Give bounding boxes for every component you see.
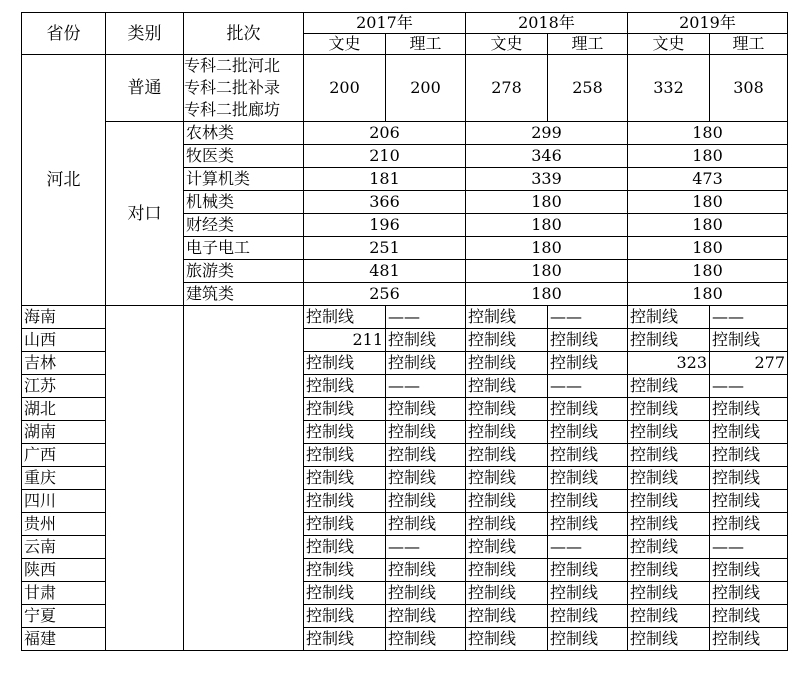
province-score: ——: [386, 375, 466, 398]
province-score: 控制线: [386, 329, 466, 352]
province-score: 控制线: [548, 605, 628, 628]
province-score: 控制线: [466, 467, 548, 490]
vocational-score-y2019: 473: [628, 168, 788, 191]
province-score: 277: [710, 352, 788, 375]
province-score: 控制线: [628, 467, 710, 490]
province-name: 重庆: [22, 467, 106, 490]
vocational-score-y2019: 180: [628, 145, 788, 168]
vocational-score-y2017: 210: [304, 145, 466, 168]
general-score: 200: [386, 55, 466, 122]
province-score: 控制线: [304, 398, 386, 421]
vocational-score-y2019: 180: [628, 260, 788, 283]
province-score: 323: [628, 352, 710, 375]
province-score: 控制线: [386, 352, 466, 375]
province-score: 控制线: [628, 536, 710, 559]
province-category-empty: [106, 306, 184, 651]
vocational-score-y2019: 180: [628, 191, 788, 214]
vocational-batch: 建筑类: [184, 283, 304, 306]
vocational-batch: 财经类: [184, 214, 304, 237]
province-hebei: 河北: [22, 55, 106, 306]
province-score: ——: [710, 536, 788, 559]
province-name: 甘肃: [22, 582, 106, 605]
score-table: [21, 12, 788, 651]
province-score: 控制线: [548, 329, 628, 352]
province-score: 控制线: [710, 490, 788, 513]
province-score: 控制线: [466, 306, 548, 329]
province-name: 广西: [22, 444, 106, 467]
general-batch: 专科二批补录: [184, 78, 281, 97]
general-score: 332: [628, 55, 710, 122]
category-general: 普通: [106, 55, 184, 122]
province-score: 控制线: [628, 444, 710, 467]
province-score: 控制线: [628, 605, 710, 628]
province-score: 控制线: [386, 605, 466, 628]
vocational-score-y2019: 180: [628, 283, 788, 306]
province-score: 控制线: [304, 536, 386, 559]
province-score: 控制线: [548, 628, 628, 651]
province-name: 云南: [22, 536, 106, 559]
general-score: 308: [710, 55, 788, 122]
province-name: 贵州: [22, 513, 106, 536]
header-subject: 文史: [304, 34, 386, 55]
vocational-score-y2017: 196: [304, 214, 466, 237]
province-name: 山西: [22, 329, 106, 352]
header-category: 类别: [106, 13, 184, 55]
province-score: 控制线: [386, 467, 466, 490]
province-score: 控制线: [628, 398, 710, 421]
vocational-batch: 电子电工: [184, 237, 304, 260]
province-batch-empty: [184, 306, 304, 651]
header-subject: 理工: [710, 34, 788, 55]
vocational-batch: 计算机类: [184, 168, 304, 191]
vocational-score-y2019: 180: [628, 214, 788, 237]
province-score: 控制线: [386, 513, 466, 536]
vocational-batch: 农林类: [184, 122, 304, 145]
province-score: 控制线: [548, 490, 628, 513]
province-score: ——: [548, 306, 628, 329]
vocational-score-y2017: 181: [304, 168, 466, 191]
province-name: 江苏: [22, 375, 106, 398]
vocational-score-y2018: 180: [466, 283, 628, 306]
province-score: 控制线: [466, 605, 548, 628]
province-name: 海南: [22, 306, 106, 329]
category-vocational: 对口: [106, 122, 184, 306]
header-year-2017: 2017年: [304, 13, 466, 34]
vocational-score-y2018: 180: [466, 191, 628, 214]
province-name: 福建: [22, 628, 106, 651]
province-score: 控制线: [548, 398, 628, 421]
vocational-batch: 机械类: [184, 191, 304, 214]
province-score: 控制线: [304, 306, 386, 329]
province-score: ——: [386, 536, 466, 559]
header-subject: 理工: [548, 34, 628, 55]
header-batch: 批次: [184, 13, 304, 55]
vocational-batch: 旅游类: [184, 260, 304, 283]
header-subject: 文史: [466, 34, 548, 55]
province-row: [22, 306, 788, 329]
province-score: 控制线: [548, 444, 628, 467]
vocational-score-y2017: 206: [304, 122, 466, 145]
hebei-general-row: [22, 55, 788, 122]
province-score: 控制线: [628, 628, 710, 651]
province-score: 控制线: [304, 513, 386, 536]
vocational-score-y2018: 180: [466, 214, 628, 237]
header-province: 省份: [22, 13, 106, 55]
vocational-batch: 牧医类: [184, 145, 304, 168]
province-score: 控制线: [710, 467, 788, 490]
province-score: 控制线: [386, 628, 466, 651]
header-year-2018: 2018年: [466, 13, 628, 34]
province-score: 控制线: [548, 467, 628, 490]
vocational-score-y2018: 339: [466, 168, 628, 191]
province-score: 控制线: [466, 329, 548, 352]
header-subject: 文史: [628, 34, 710, 55]
province-name: 陕西: [22, 559, 106, 582]
province-score: 控制线: [466, 421, 548, 444]
province-score: 控制线: [304, 559, 386, 582]
vocational-score-y2017: 366: [304, 191, 466, 214]
general-batch-list: [184, 55, 304, 122]
vocational-score-y2018: 299: [466, 122, 628, 145]
vocational-score-y2018: 180: [466, 260, 628, 283]
province-name: 四川: [22, 490, 106, 513]
province-score: 控制线: [466, 352, 548, 375]
province-score: 控制线: [710, 628, 788, 651]
province-score: 控制线: [628, 306, 710, 329]
province-score: 控制线: [710, 605, 788, 628]
province-score: ——: [548, 375, 628, 398]
province-score: 控制线: [628, 582, 710, 605]
province-score: 控制线: [710, 329, 788, 352]
province-score: 控制线: [628, 375, 710, 398]
province-score: 控制线: [466, 375, 548, 398]
general-score: 278: [466, 55, 548, 122]
province-score: 控制线: [466, 490, 548, 513]
province-score: 控制线: [386, 490, 466, 513]
province-score: ——: [386, 306, 466, 329]
vocational-score-y2019: 180: [628, 122, 788, 145]
province-score: 控制线: [466, 559, 548, 582]
province-score: 控制线: [710, 559, 788, 582]
province-score: 控制线: [628, 490, 710, 513]
province-score: 控制线: [466, 628, 548, 651]
vocational-row: [22, 122, 788, 145]
province-score: 控制线: [466, 398, 548, 421]
province-score: 控制线: [628, 513, 710, 536]
province-score: 控制线: [304, 582, 386, 605]
province-score: 控制线: [710, 582, 788, 605]
general-score: 200: [304, 55, 386, 122]
province-score: 控制线: [304, 628, 386, 651]
province-score: 控制线: [304, 352, 386, 375]
province-score: 控制线: [304, 444, 386, 467]
province-score: 控制线: [304, 421, 386, 444]
header-subject: 理工: [386, 34, 466, 55]
vocational-score-y2018: 346: [466, 145, 628, 168]
province-score: 控制线: [304, 490, 386, 513]
province-score: ——: [710, 375, 788, 398]
general-score: 258: [548, 55, 628, 122]
province-score: 控制线: [466, 582, 548, 605]
province-score: 控制线: [628, 329, 710, 352]
province-score: 控制线: [304, 375, 386, 398]
vocational-score-y2019: 180: [628, 237, 788, 260]
vocational-score-y2017: 256: [304, 283, 466, 306]
province-score: 控制线: [628, 421, 710, 444]
general-batch: 专科二批河北: [184, 56, 281, 75]
vocational-score-y2018: 180: [466, 237, 628, 260]
province-name: 宁夏: [22, 605, 106, 628]
province-score: 控制线: [548, 352, 628, 375]
province-score: 控制线: [710, 444, 788, 467]
province-score: 211: [304, 329, 386, 352]
province-score: 控制线: [304, 467, 386, 490]
province-score: 控制线: [628, 559, 710, 582]
province-score: 控制线: [710, 398, 788, 421]
province-name: 湖南: [22, 421, 106, 444]
province-score: 控制线: [548, 582, 628, 605]
header-row-years: [22, 13, 788, 34]
province-name: 吉林: [22, 352, 106, 375]
province-score: 控制线: [386, 559, 466, 582]
province-name: 湖北: [22, 398, 106, 421]
general-batch: 专科二批廊坊: [184, 100, 281, 119]
header-year-2019: 2019年: [628, 13, 788, 34]
province-score: 控制线: [548, 513, 628, 536]
province-score: 控制线: [304, 605, 386, 628]
province-score: 控制线: [386, 421, 466, 444]
province-score: 控制线: [710, 513, 788, 536]
province-score: 控制线: [386, 582, 466, 605]
province-score: 控制线: [548, 421, 628, 444]
province-score: ——: [548, 536, 628, 559]
province-score: 控制线: [548, 559, 628, 582]
vocational-score-y2017: 481: [304, 260, 466, 283]
province-score: 控制线: [466, 513, 548, 536]
province-score: 控制线: [466, 536, 548, 559]
province-score: 控制线: [386, 398, 466, 421]
province-score: 控制线: [386, 444, 466, 467]
province-score: ——: [710, 306, 788, 329]
province-score: 控制线: [710, 421, 788, 444]
province-score: 控制线: [466, 444, 548, 467]
vocational-score-y2017: 251: [304, 237, 466, 260]
